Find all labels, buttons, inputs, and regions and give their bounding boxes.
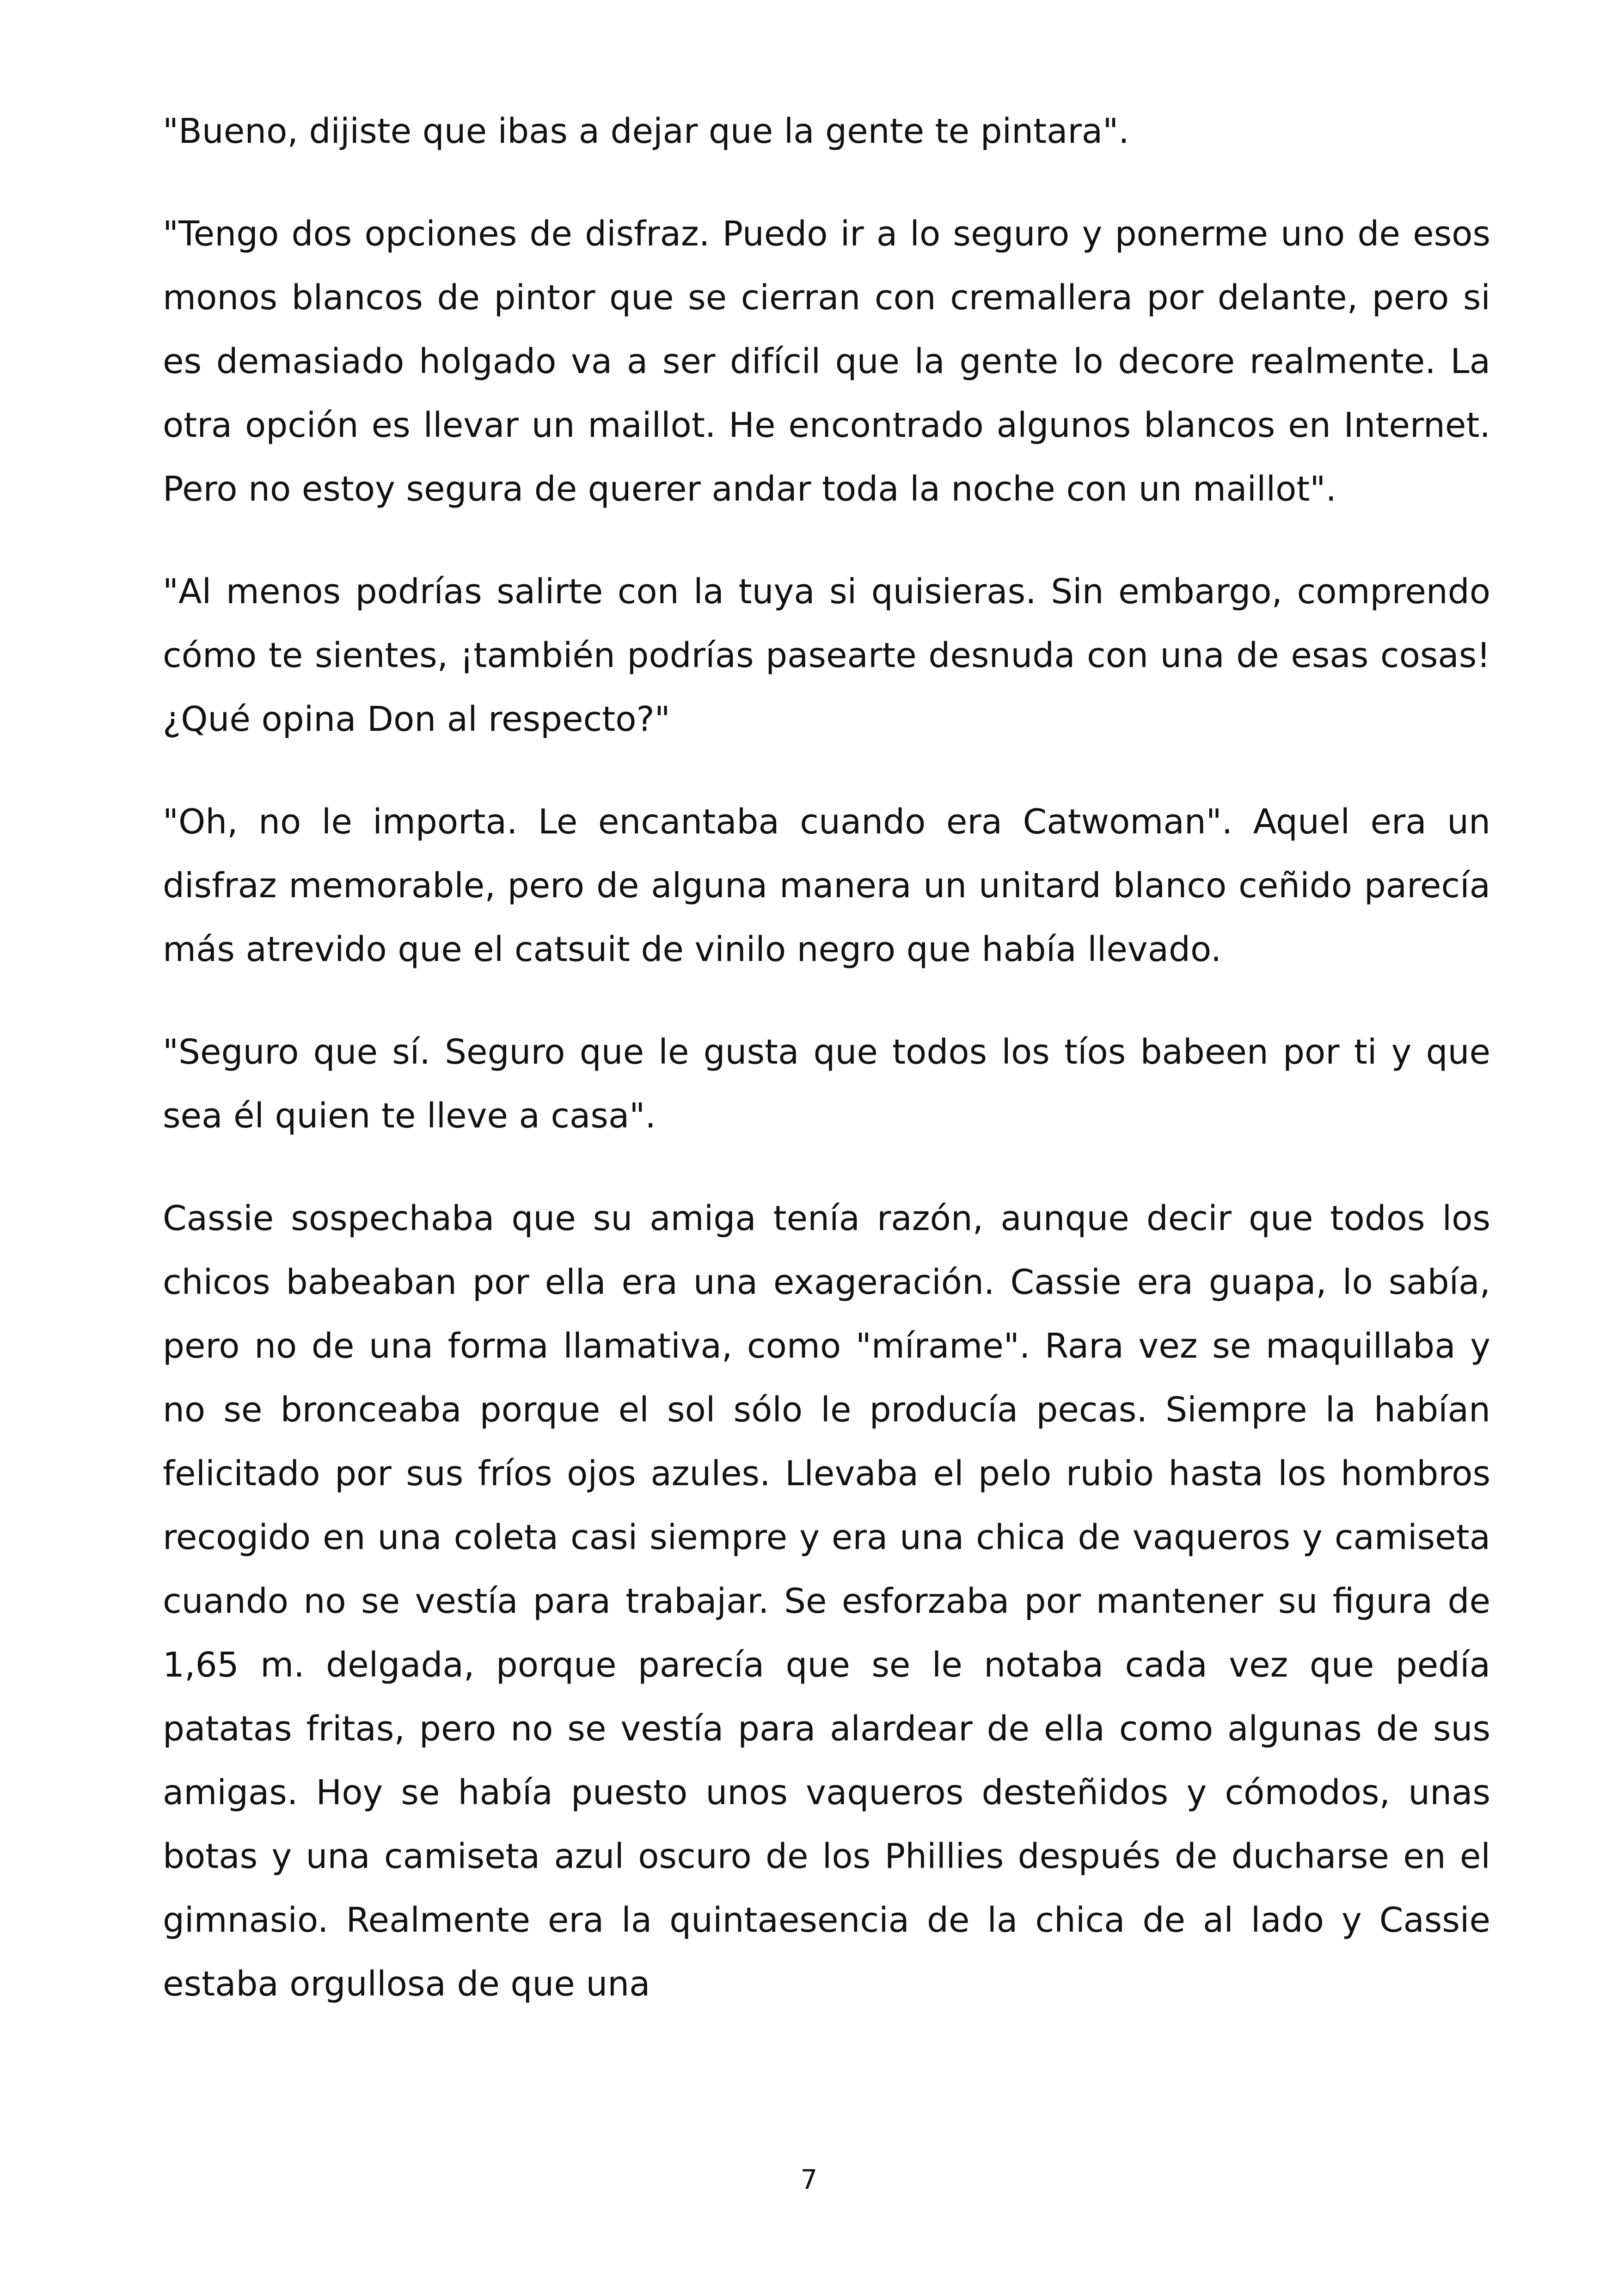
paragraph-gap: [163, 751, 1490, 790]
paragraph-4: "Oh, no le importa. Le encantaba cuando era Catwoman". Aquel era un disfraz memorable, pero de alguna manera un unitard blanco ceñido parecía más atrevido que el catsuit de vinilo negro que había llevado.: [163, 802, 1490, 969]
paragraph-gap: [163, 1148, 1490, 1187]
body-text: [163, 99, 1490, 2016]
paragraph-gap: [163, 521, 1490, 560]
paragraph-gap: [163, 163, 1490, 202]
paragraph-1: "Bueno, dijiste que ibas a dejar que la gente te pintara".: [163, 111, 1129, 151]
paragraph-3: "Al menos podrías salirte con la tuya si quisieras. Sin embargo, comprendo cómo te sientes, ¡también podrías pasearte desnuda con una de esas cosas! ¿Qué opina Don al respecto?": [163, 572, 1490, 739]
page-number: 7: [800, 2164, 818, 2195]
paragraph-6: Cassie sospechaba que su amiga tenía razón, aunque decir que todos los chicos babeaban por ella era una exageración. Cassie era guapa, lo sabía, pero no de una forma llamativa, como "mírame". Rara vez se maquillaba y no se bronceaba porque el sol sólo le producía pecas. Siempre la habían felicitado por sus fríos ojos azules. Llevaba el pelo rubio hasta los hombros recogido en una coleta casi siempre y era una chica de vaqueros y camiseta cuando no se vestía para trabajar. Se esforzaba por mantener su figura de 1,65 m. delgada, porque parecía que se le notaba cada vez que pedía patatas fritas, pero no se vestía para alardear de ella como algunas de sus amigas. Hoy se había puesto unos vaqueros desteñidos y cómodos, unas botas y una camiseta azul oscuro de los Phillies después de ducharse en el gimnasio. Realmente era la quintaesencia de la chica de al lado y Cassie estaba orgullosa de que una: [163, 1199, 1490, 2004]
paragraph-gap: [163, 981, 1490, 1020]
paragraph-2: "Tengo dos opciones de disfraz. Puedo ir a lo seguro y ponerme uno de esos monos blancos de pintor que se cierran con cremallera por delante, pero si es demasiado holgado va a ser difícil que la gente lo decore realmente. La otra opción es llevar un maillot. He encontrado algunos blancos en Internet. Pero no estoy segura de querer andar toda la noche con un maillot".: [163, 214, 1490, 509]
paragraph-5: "Seguro que sí. Seguro que le gusta que todos los tíos babeen por ti y que sea él quien te lleve a casa".: [163, 1032, 1490, 1136]
